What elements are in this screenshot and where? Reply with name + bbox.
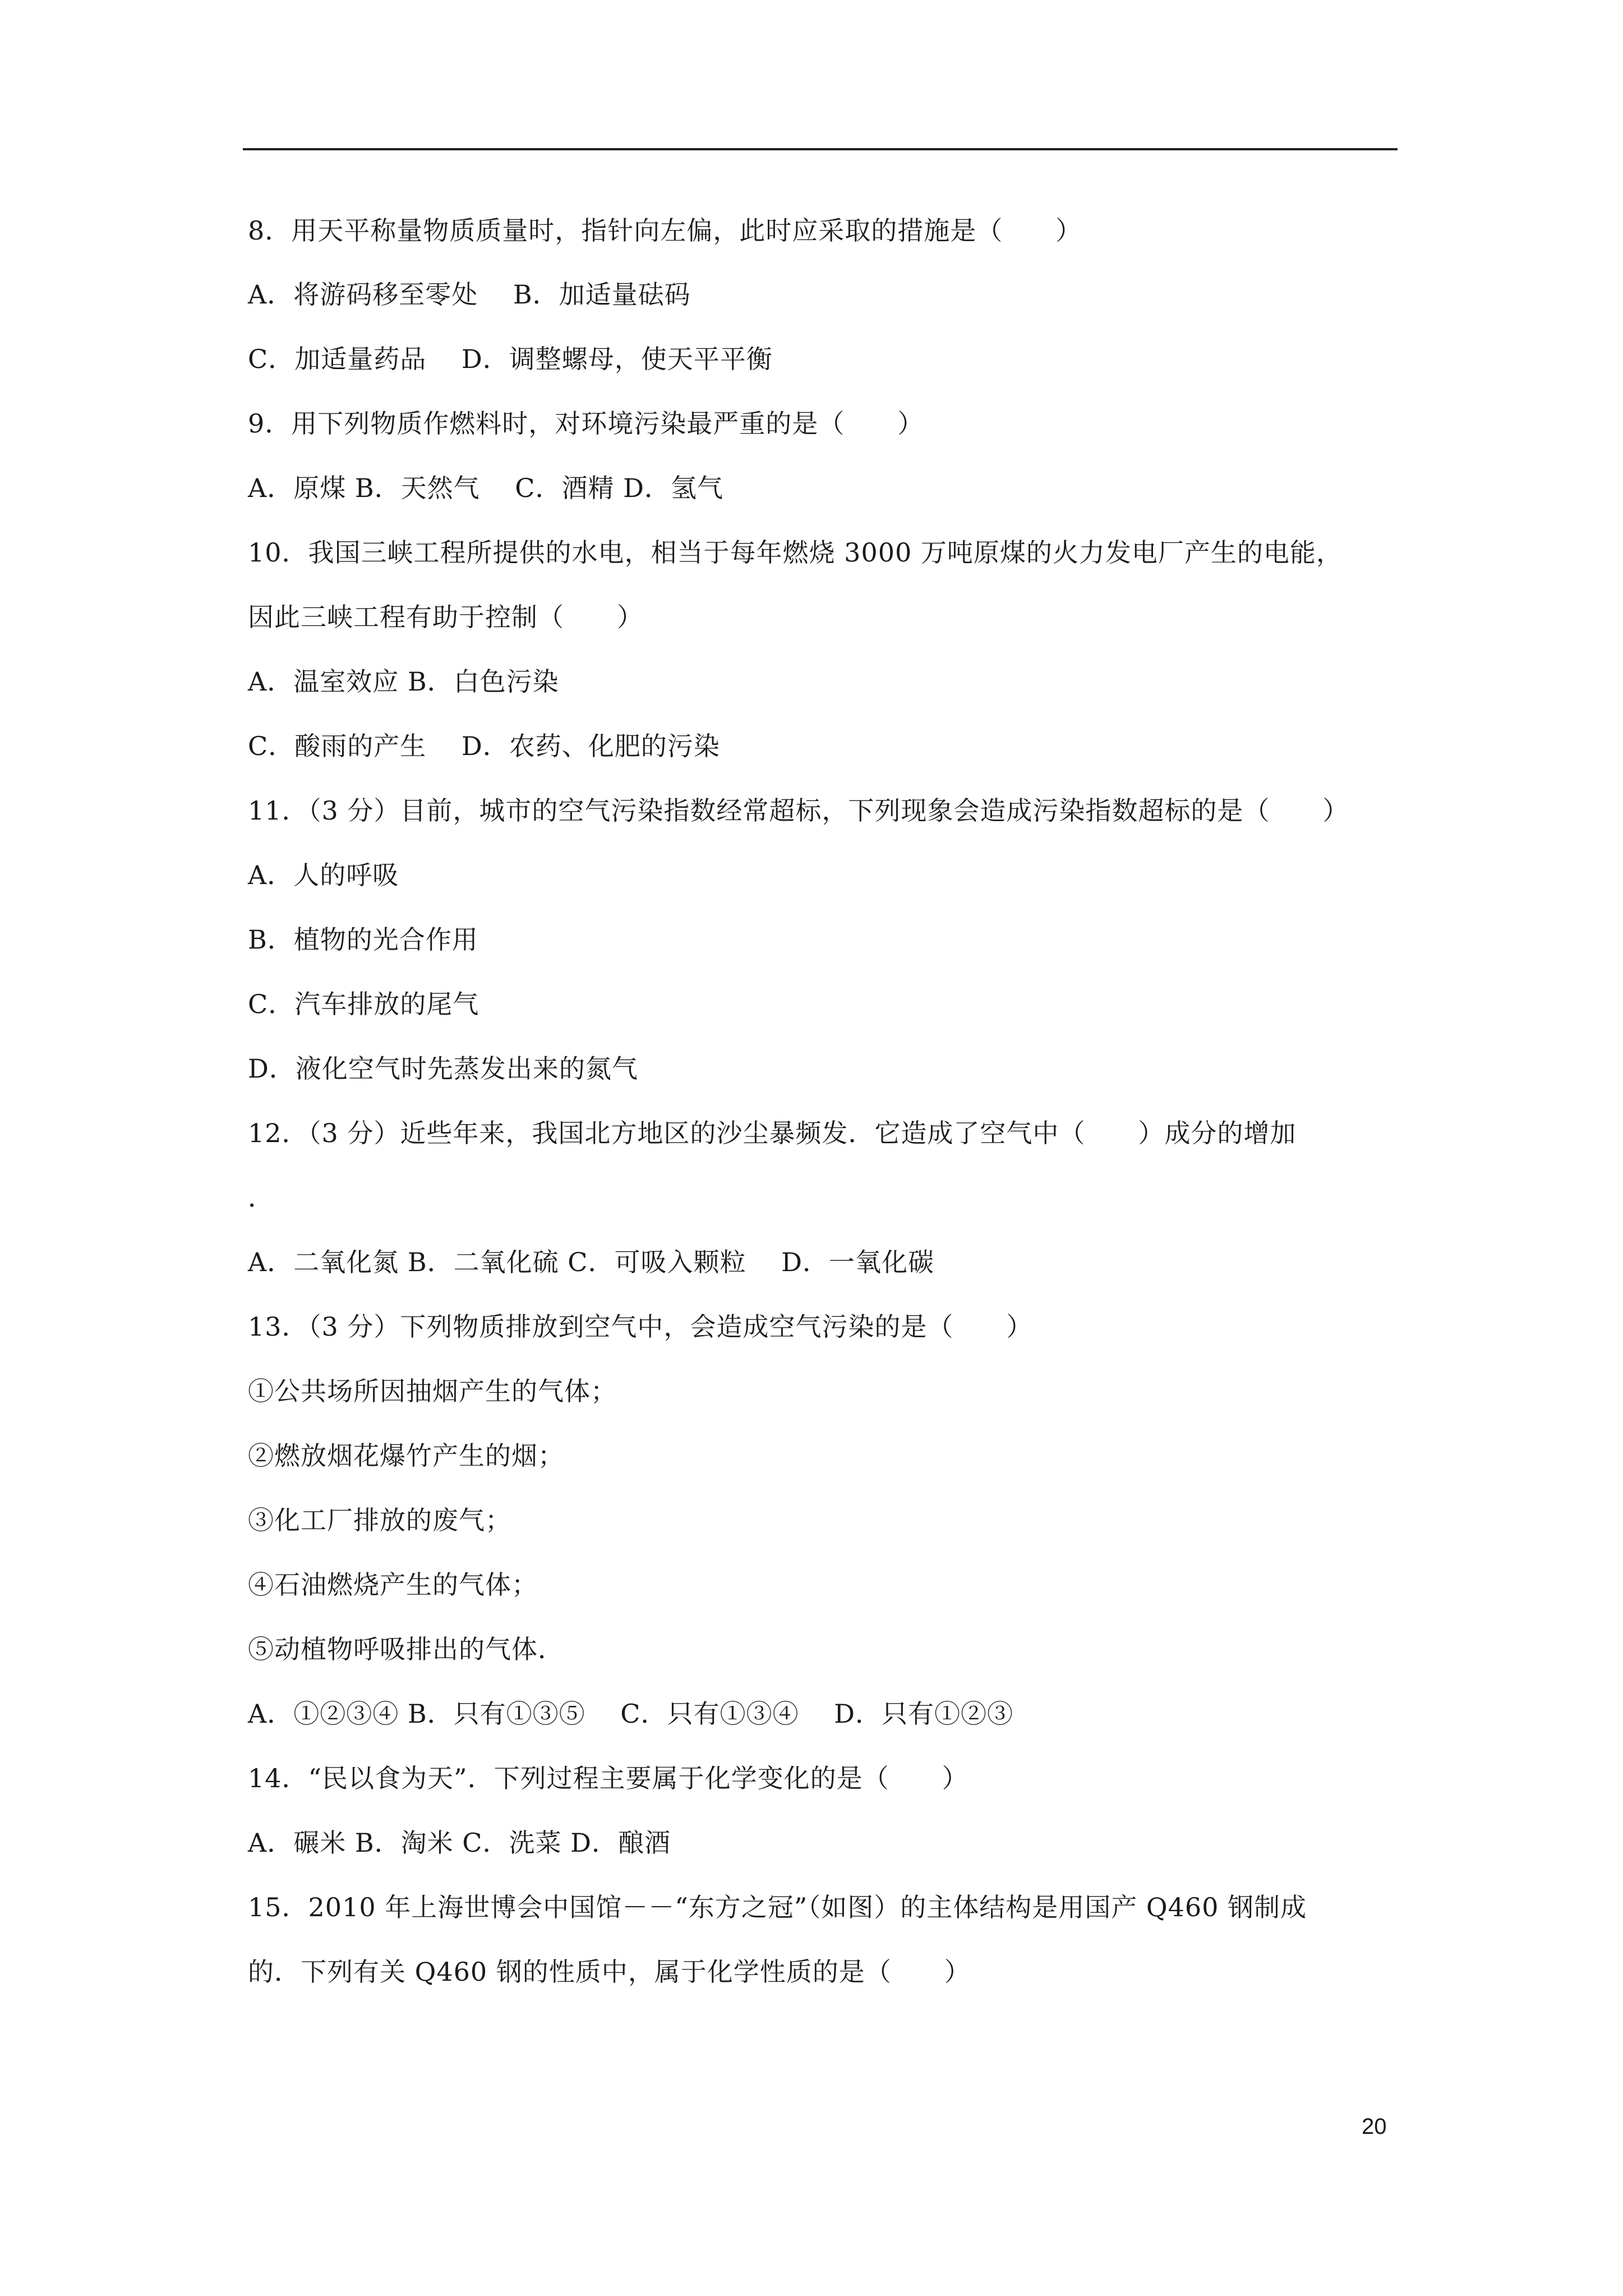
question-11-option-d: D．液化空气时先蒸发出来的氮气 — [248, 1053, 638, 1084]
question-10-stem-line-2: 因此三峡工程有助于控制（ ） — [248, 602, 643, 632]
page-number: 20 — [1362, 2114, 1387, 2139]
question-11-option-c: C．汽车排放的尾气 — [248, 989, 479, 1019]
question-15-stem-line-2: 的．下列有关 Q460 钢的性质中，属于化学性质的是（ ） — [248, 1957, 971, 1987]
question-12-stem-line-2: ． — [248, 1182, 274, 1213]
question-14-options: A．碾米 B．淘米 C．洗菜 D．酿酒 — [248, 1828, 671, 1858]
question-8-stem: 8．用天平称量物质质量时，指针向左偏，此时应采取的措施是（ ） — [248, 215, 1082, 246]
question-14-stem: 14．“民以食为天”．下列过程主要属于化学变化的是（ ） — [248, 1763, 969, 1793]
question-13-item-1: ①公共场所因抽烟产生的气体； — [248, 1376, 617, 1406]
header-rule — [243, 148, 1398, 150]
question-8-options-ab: A．将游码移至零处 B．加适量砝码 — [248, 279, 691, 310]
question-13-item-2: ②燃放烟花爆竹产生的烟； — [248, 1441, 564, 1471]
question-8-options-cd: C．加适量药品 D．调整螺母，使天平平衡 — [248, 344, 773, 374]
question-11-option-b: B．植物的光合作用 — [248, 924, 478, 955]
question-12-stem-line-1: 12．（3 分）近些年来，我国北方地区的沙尘暴频发．它造成了空气中（ ）成分的增加 — [248, 1118, 1297, 1148]
question-13-item-3: ③化工厂排放的废气； — [248, 1505, 511, 1535]
question-9-options: A．原煤 B．天然气 C．酒精 D．氢气 — [248, 473, 723, 503]
question-12-options: A．二氧化氮 B．二氧化硫 C．可吸入颗粒 D．一氧化碳 — [248, 1247, 934, 1277]
question-13-item-5: ⑤动植物呼吸排出的气体． — [248, 1634, 564, 1664]
question-11-stem: 11．（3 分）目前，城市的空气污染指数经常超标，下列现象会造成污染指数超标的是（ ） — [248, 795, 1349, 826]
question-15-stem-line-1: 15．2010 年上海世博会中国馆－－“东方之冠”（如图）的主体结构是用国产 Q460 钢制成 — [248, 1892, 1307, 1922]
question-10-options-cd: C．酸雨的产生 D．农药、化肥的污染 — [248, 731, 720, 761]
question-9-stem: 9．用下列物质作燃料时，对环境污染最严重的是（ ） — [248, 408, 924, 439]
question-13-item-4: ④石油燃烧产生的气体； — [248, 1570, 538, 1600]
question-10-options-ab: A．温室效应 B．白色污染 — [248, 666, 559, 697]
question-10-stem-line-1: 10．我国三峡工程所提供的水电，相当于每年燃烧 3000 万吨原煤的火力发电厂产生的电能， — [248, 537, 1343, 568]
question-13-options: A．①②③④ B．只有①③⑤ C．只有①③④ D．只有①②③ — [248, 1699, 1013, 1729]
question-11-option-a: A．人的呼吸 — [248, 860, 399, 890]
question-13-stem: 13．（3 分）下列物质排放到空气中，会造成空气污染的是（ ） — [248, 1312, 1033, 1342]
